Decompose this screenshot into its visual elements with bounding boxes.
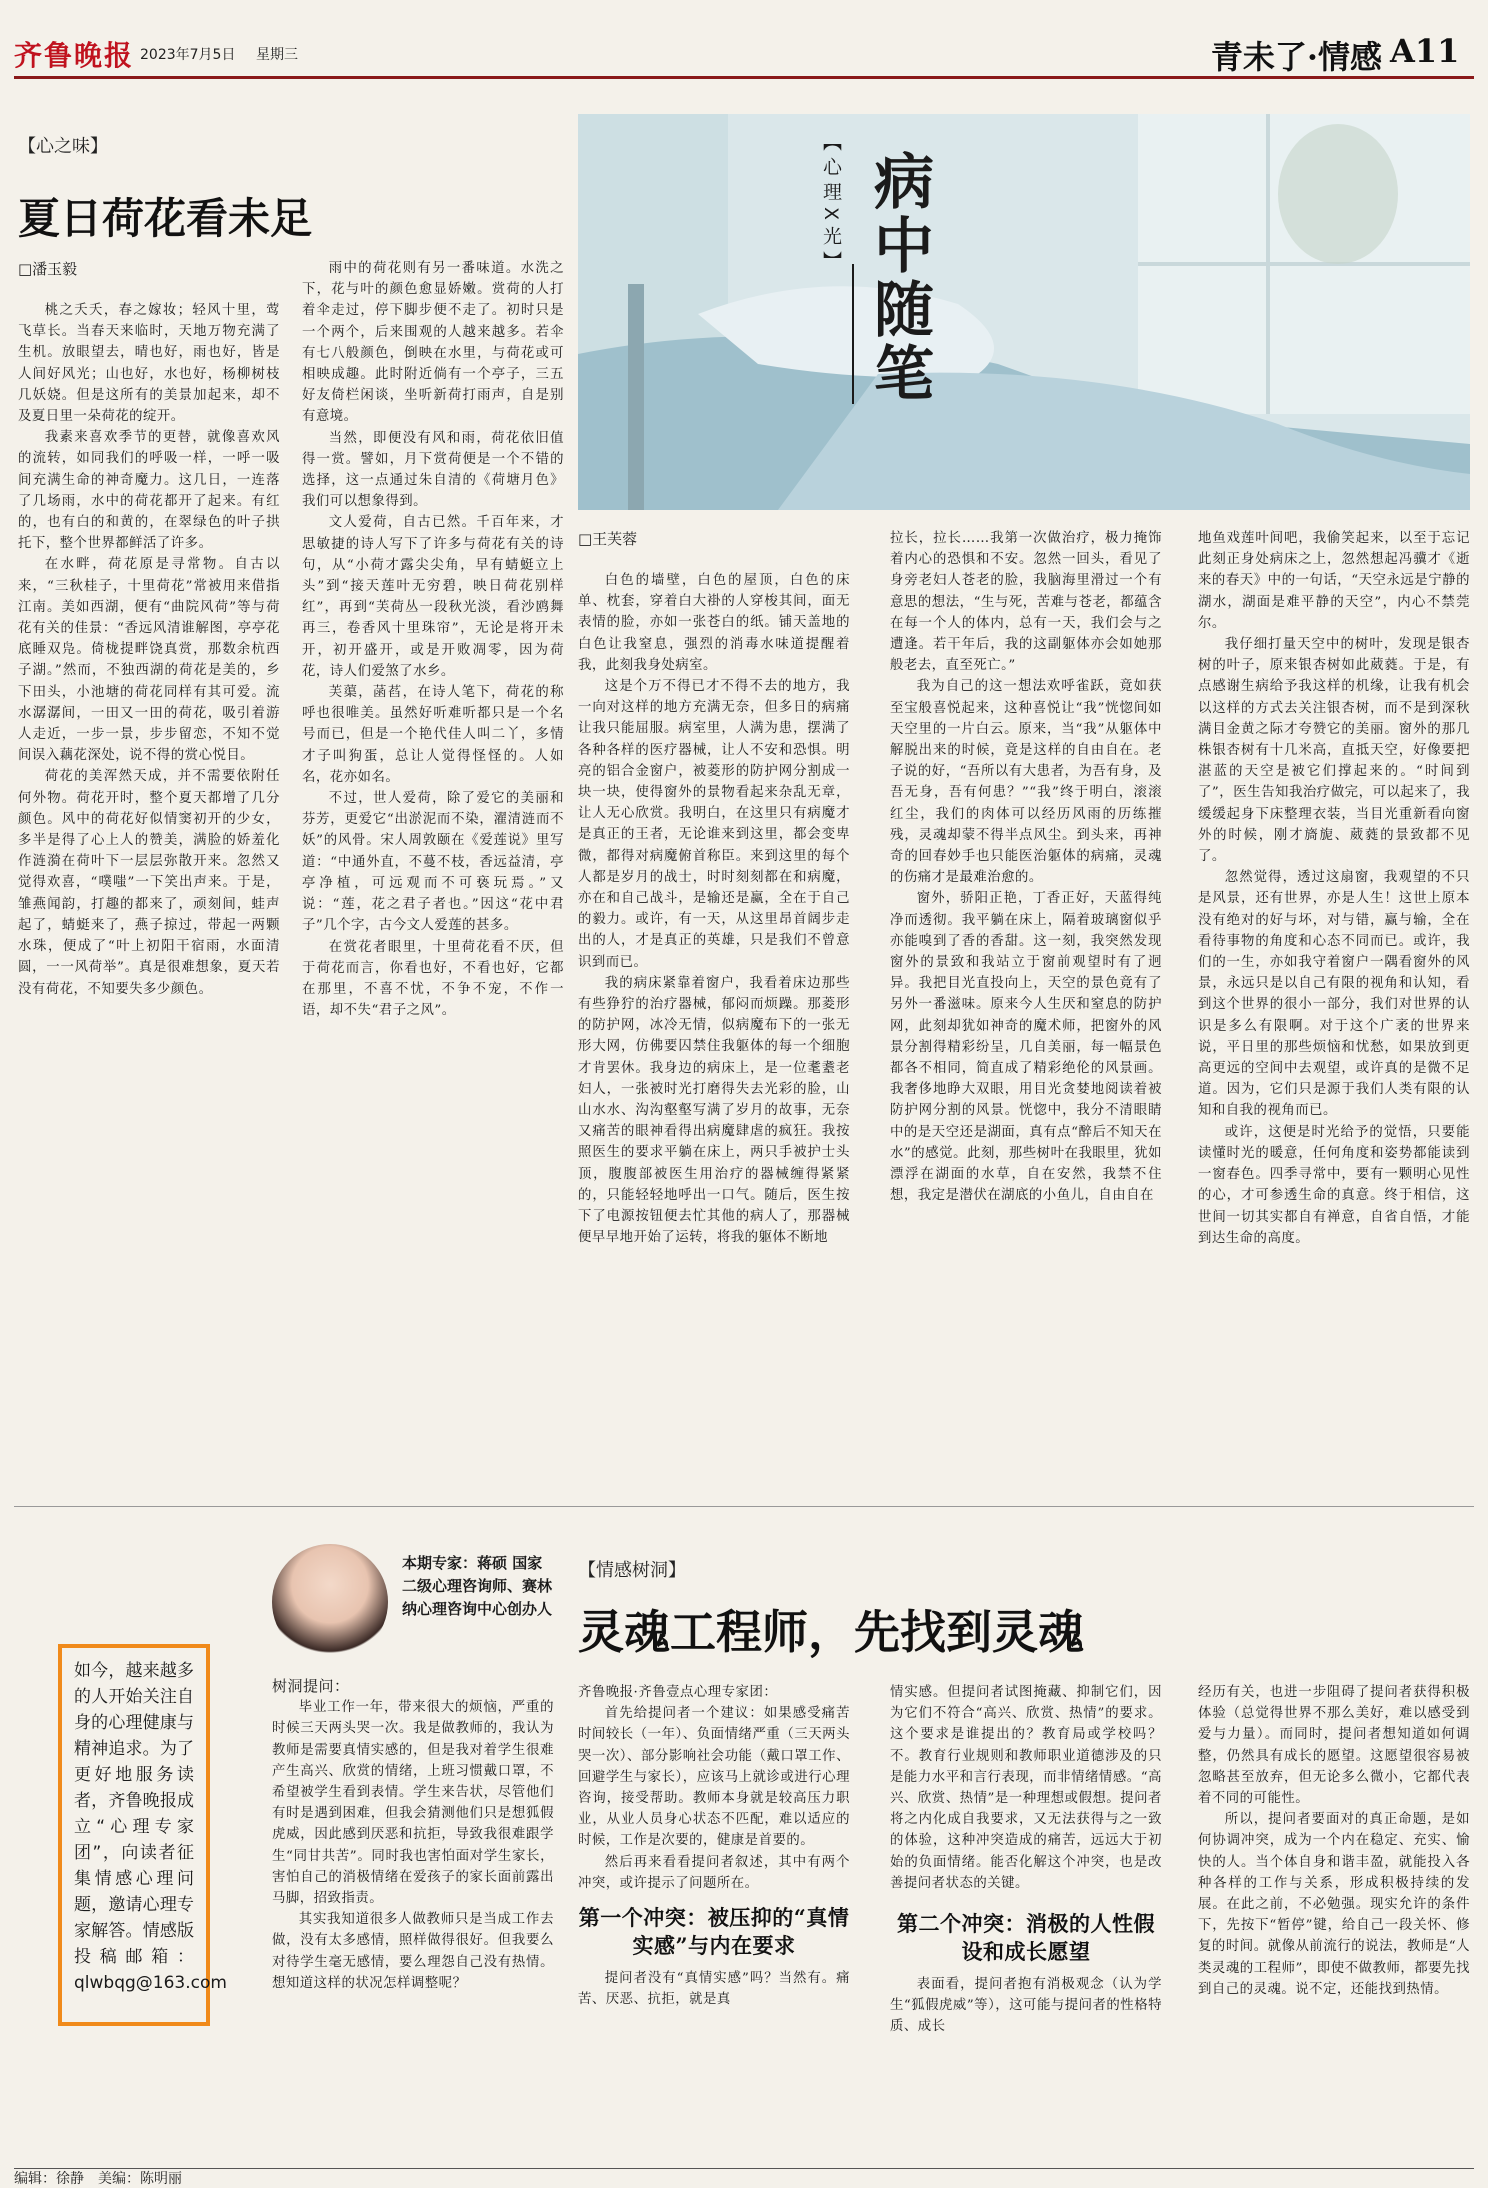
paragraph: 忽然觉得，透过这扇窗，我观望的不只是风景，还有世界，亦是人生！这世上原本没有绝对的好与坏，对与错，赢与输，全在看待事物的角度和心态不同而已。或许，我们的一生，亦如我守着窗户一隅看窗外的风景，永远只是以自己有限的视角和认知，看到这个世界的很小一部分，我们对世界的认识是多么有限啊。对于这个广袤的世界来说，平日里的那些烦恼和忧愁，如果放到更高更远的空间中去观望，或许真的是微不足道。因为，它们只是源于我们人类有限的认知和自我的视角而已。 [1198, 870, 1470, 1119]
article1-tag: 【心之味】 [18, 136, 108, 157]
article2-headline: 病中随笔 [864, 150, 934, 406]
issue-date: 2023年7月5日 [140, 47, 236, 63]
paragraph: 首先给提问者一个建议：如果感受痛苦时间较长（一年）、负面情绪严重（三天两头哭一次）、部分影响社会功能（戴口罩工作、回避学生与家长），应该马上就诊或进行心理咨询，接受帮助。教师本身就是较高压力职业，从业人员身心状态不匹配，难以适应的时候，工作是次要的，健康是首要的。 [578, 1706, 850, 1849]
footer-rule [14, 2168, 1474, 2169]
paragraph: 或许，这便是时光给予的觉悟，只要能读懂时光的暖意，任何角度和姿势都能读到一窗春色。四季寻常中，要有一颗明心见性的心，才可参透生命的真意。终于相信，这世间一切其实都自有禅意，自省自悟，才能到达生命的高度。 [1198, 1124, 1470, 1246]
paragraph: 毕业工作一年，带来很大的烦恼，严重的时候三天两头哭一次。我是做教师的，我认为教师是需要真情实感的，但是我对着学生很难产生高兴、欣赏的情绪，上班习惯戴口罩，不希望被学生看到表情。学生来告状，尽管他们有时是遇到困难，但我会猜测他们只是想狐假虎威，因此感到厌恶和抗拒，导致我很难跟学生“同甘共苦”。同时我也害怕面对学生家长，害怕自己的消极情绪在爱孩子的家长面前露出马脚，招致指责。 [272, 1700, 554, 1907]
paragraph: 我素来喜欢季节的更替，就像喜欢风的流转，如同我们的呼吸一样，一呼一吸间充满生命的神奇魔力。这几日，一连落了几场雨，水中的荷花都开了起来。有红的，也有白的和黄的，在翠绿色的叶子拱托下，整个世界都鲜活了许多。 [18, 430, 280, 552]
paragraph: 当然，即便没有风和雨，荷花依旧值得一赏。譬如，月下赏荷便是一个不错的选择，这一点通过朱自清的《荷塘月色》我们可以想象得到。 [302, 430, 564, 510]
hospital-bed-photo [578, 114, 1470, 510]
article2-byline: □王芙蓉 [578, 530, 638, 548]
article3-answer-column-3 [1198, 1682, 1470, 2166]
paragraph: 这是个万不得已才不得不去的地方，我一向对这样的地方充满无奈，但多日的病痛让我只能屈服。病室里，人满为患，摆满了各种各样的医疗器械，让人不安和恐惧。明亮的铝合金窗户，被菱形的防护网分割成一块一块，使得窗外的景物看起来杂乱无章，让人无心欣赏。我明白，在这里只有病魔才是真正的王者，无论谁来到这里，都会变卑微，都得对病魔俯首称臣。来到这里的每个人都是岁月的战士，时时刻刻都在和病魔，亦在和自己战斗，是输还是赢，全在于自己的毅力。或许，有一天，从这里昂首阔步走出的人，才是真正的英雄，只是我们不曾意识到而已。 [578, 679, 850, 970]
article2-column-1 [578, 570, 850, 1480]
paragraph: 在赏花者眼里，十里荷花看不厌，但于荷花而言，你看也好，不看也好，它都在那里，不喜不忧，不争不宠，不作一语，却不失“君子之风”。 [302, 939, 564, 1019]
paragraph: 所以，提问者要面对的真正命题，是如何协调冲突，成为一个内在稳定、充实、愉快的人。当个体自身和谐丰盈，就能投入各种各样的工作与关系，形成积极持续的发展。在此之前，不必勉强。现实允许的条件下，先按下“暂停”键，给自己一段关怀、修复的时间。就像从前流行的说法，教师是“人类灵魂的工程师”，即使不做教师，都要先找到自己的灵魂。说不定，还能找到热情。 [1198, 1812, 1470, 1997]
article1-headline: 夏日荷花看未足 [18, 194, 313, 243]
article1-byline: □潘玉毅 [18, 260, 78, 278]
question-label: 树洞提问： [272, 1677, 350, 1695]
expert-avatar [272, 1544, 388, 1660]
article2-column-3 [1198, 528, 1470, 1480]
paragraph: 在水畔，荷花原是寻常物。自古以来，“三秋桂子，十里荷花”常被用来借指江南。美如西湖，便有“曲院风荷”等与荷花有关的佳景：“香远风清谁解图，亭亭花底睡双凫。倚栊提畔饶真赏，那数余杭西子湖。”然而，不独西湖的荷花是美的，乡下田头，小池塘的荷花同样有其可爱。流水潺潺间，一田又一田的荷花，吸引着游人走近，一步一景，步步留恋，不知不觉间误入藕花深处，说不得的赏心悦目。 [18, 557, 280, 764]
answer-label: 齐鲁晚报·齐鲁壹点心理专家团： [578, 1685, 778, 1700]
header-rule [14, 76, 1474, 79]
paragraph: 我仔细打量天空中的树叶，发现是银杏树的叶子，原来银杏树如此葳蕤。于是，有点感谢生病给予我这样的机缘，让我有机会以这样的方式去关注银杏树，而不是到深秋满目金黄之际才夸赞它的美丽。窗外的那几株银杏树有十几米高，直抵天空，好像要把湛蓝的天空是被它们撑起来的。“时间到了”，医生告知我治疗做完，可以起来了，我缓缓起身下床整理衣装，当目光重新看向窗外的时候，刚才旖旎、葳蕤的景致都不见了。 [1198, 637, 1470, 865]
article3-question-column [272, 1676, 554, 2166]
paragraph: 不过，世人爱荷，除了爱它的美丽和芬芳，更爱它“出淤泥而不染，濯清涟而不妖”的风骨。宋人周敦颐在《爱莲说》里写道：“中通外直，不蔓不枝，香远益清，亭亭净植，可远观而不可亵玩焉。”又说：“莲，花之君子者也。”因这“花中君子”几个字，古今文人爱莲的甚多。 [302, 791, 564, 934]
article3-tag: 【情感树洞】 [578, 1560, 686, 1581]
subheading-2: 第二个冲突：消极的人性假设和成长愿望 [897, 1911, 1155, 1965]
article3-headline: 灵魂工程师，先找到灵魂 [578, 1605, 1084, 1659]
paragraph: 荷花的美浑然天成，并不需要依附任何外物。荷花开时，整个夏天都增了几分颜色。风中的荷花好似情窦初开的少女，多半是得了心上人的赞美，满脸的娇羞化作涟漪在荷叶下一层层弥散开来。忽然又觉得欢喜，“噗嗤”一下笑出声来。于是，雏燕闻韵，打趣的都来了，顽刻间，蛙声起了，蜻蜓来了，燕子掠过，带起一两颗水珠，便成了“叶上初阳干宿雨，水面清圆，一一风荷举”。真是很难想象，夏天若没有荷花，不知要失多少颜色。 [18, 769, 280, 997]
masthead-logo: 齐鲁晚报 [14, 39, 135, 72]
paragraph: 我为自己的这一想法欢呼雀跃，竟如获至宝般喜悦起来，这种喜悦让“我”恍惚间如天空里的一片白云。原来，当“我”从躯体中解脱出来的时候，竟是这样的自由自在。老子说的好，“吾所以有大患者，为吾有身，及吾无身，吾有何患？”“我”终于明白，滚滚红尘，我们的肉体可以经历风雨的历练摧残，灵魂却蒙不得半点风尘。到头来，再神奇的回春妙手也只能医治躯体的病痛，灵魂的伤痛才是最难治愈的。 [890, 679, 1162, 886]
article2-series-label: 【心理X光】 [820, 132, 842, 277]
paragraph: 文人爱荷，自古已然。千百年来，才思敏捷的诗人写下了许多与荷花有关的诗句，从“小荷才露尖尖角，早有蜻蜓立上头”到“接天莲叶无穷碧，映日荷花别样红”，再到“芙荷丛一段秋光淡，看沙鸥舞再三，卷香风十里珠帘”，无论是将开未开，初开盛开，或是开败凋零，因为荷花，诗人们爱煞了水乡。 [302, 515, 564, 679]
paragraph: 白色的墙壁，白色的屋顶，白色的床单、枕套，穿着白大褂的人穿梭其间，面无表情的脸，亦如一张苍白的纸。铺天盖地的白色让我窒息，强烈的消毒水味道提醒着我，此刻我身处病室。 [578, 573, 850, 673]
paragraph: 提问者没有“真情实感”吗？当然有。痛苦、厌恶、抗拒，就是真 [578, 1971, 850, 2008]
article3-answer-column-2 [890, 1682, 1162, 2166]
paragraph: 芙蕖，菡萏，在诗人笔下，荷花的称呼也很唯美。虽然好听难听都只是一个名号而已，但是一个艳代佳人叫二丫，多情才子叫狗蛋，总让人觉得怪怪的。人如名，花亦如名。 [302, 685, 564, 785]
paragraph: 我的病床紧靠着窗户，我看着床边那些有些狰狞的治疗器械，郁闷而烦躁。那菱形的防护网，冰冷无情，似病魔布下的一张无形大网，仿佛要囚禁住我躯体的每一个细胞才肯罢休。我身边的病床上，是一位耄耋老妇人，一张被时光打磨得失去光彩的脸，山山水水、沟沟壑壑写满了岁月的故事，无奈又痛苦的眼神看得出病魔肆虐的疯狂。我按照医生的要求平躺在床上，两只手被护士头顶，腹腹部被医生用治疗的器械缠得紧紧的，只能轻轻地呼出一口气。随后，医生按下了电源按钮便去忙其他的病人了，那器械便早早地开始了运转，将我的躯体不断地 [578, 975, 850, 1246]
promo-box: 如今，越来越多的人开始关注自身的心理健康与精神追求。为了更好地服务读者，齐鲁晚报成立“心理专家团”，向读者征集情感心理问题，邀请心理专家解答。情感版投稿邮箱：qlwbqg@163.com [58, 1644, 210, 2026]
issue-weekday: 星期三 [256, 47, 298, 63]
section-title: 青未了·情感 [1210, 38, 1382, 76]
paragraph: 其实我知道很多人做教师只是当成工作去做，没有太多感情，照样做得很好。但我要么对待学生毫无感情，要么理怨自己没有热情。想知道这样的状况怎样调整呢？ [272, 1912, 554, 1991]
title-divider [852, 264, 854, 404]
section-divider [14, 1506, 1474, 1507]
article3-answer-column-1 [578, 1682, 850, 2166]
article2-column-2 [890, 528, 1162, 1480]
paragraph: 窗外，骄阳正艳，丁香正好，天蓝得纯净而透彻。我平躺在床上，隔着玻璃窗似乎亦能嗅到了香的香甜。这一刻，我突然发现窗外的景致和我站立于窗前观望时有了迥异。我把目光直投向上，天空的景色竟有了另外一番滋味。原来今人生厌和窒息的防护网，此刻却犹如神奇的魔术师，把窗外的风景分割得精彩纷呈，几自美丽，每一幅景色都各不相同，简直成了精彩绝伦的风景画。我奢侈地睁大双眼，用目光贪婪地阅读着被防护网分割的风景。恍惚中，我分不清眼睛中的是天空还是湖面，真有点“醉后不知天在水”的感觉。此刻，那些树叶在我眼里，犹如漂浮在湖面的水草，自在安然，我禁不住想，我定是潜伏在湖底的小鱼儿，自由自在 [890, 891, 1162, 1204]
hospital-bed-illustration [578, 114, 1470, 510]
paragraph: 雨中的荷花则有另一番味道。水洗之下，花与叶的颜色愈显娇嫩。赏荷的人打着伞走过，停下脚步便不走了。初时只是一个两个，后来围观的人越来越多。若伞有七八般颜色，倒映在水里，与荷花或可相映成趣。此时附近倘有一个亭子，三五好友倚栏闲谈，坐听新荷打雨声，自是别有意境。 [302, 261, 564, 425]
paragraph: 拉长，拉长……我第一次做治疗，极力掩饰着内心的恐惧和不安。忽然一回头，看见了身旁老妇人苍老的脸，我脑海里滑过一个有意思的想法，“生与死，苦难与苍老，都蕴含在每一个人的体内，总有一天，我们会与之遭逢。若干年后，我的这副躯体亦会如她那般老去，直至死亡。” [890, 531, 1162, 674]
article1-column-1 [18, 300, 280, 1480]
paragraph: 桃之夭夭，春之嫁妆；轻风十里，莺飞草长。当春天来临时，天地万物充满了生机。放眼望去，晴也好，雨也好，皆是人间好风光；山也好，水也好，杨柳树枝几妖娆。但是这所有的美景加起来，却不及夏日里一朵荷花的绽开。 [18, 303, 280, 425]
paragraph: 情实感。但提问者试图掩藏、抑制它们，因为它们不符合“高兴、欣赏、热情”的要求。这个要求是谁提出的？教育局或学校吗？不。教育行业规则和教师职业道德涉及的只是能力水平和言行表现，而非情绪情感。“高兴、欣赏、热情”是一种理想或假想。提问者将之内化成自我要求，又无法获得与之一致的体验，这种冲突造成的痛苦，远远大于初始的负面情绪。能否化解这个冲突，也是改善提问者状态的关键。 [890, 1685, 1162, 1891]
editor-credit: 编辑：徐静 美编：陈明丽 [14, 2171, 182, 2187]
paragraph: 经历有关，也进一步阻碍了提问者获得积极体验（总觉得世界不那么美好，难以感受到爱与力量）。而同时，提问者想知道如何调整，仍然具有成长的愿望。这愿望很容易被忽略甚至放弃，但无论多么微小，它都代表着不同的可能性。 [1198, 1685, 1470, 1807]
paragraph: 然后再来看看提问者叙述，其中有两个冲突，或许提示了问题所在。 [578, 1854, 850, 1891]
page-number: A11 [1390, 32, 1460, 70]
paragraph: 地鱼戏莲叶间吧，我偷笑起来，以至于忘记此刻正身处病床之上，忽然想起冯骥才《逝来的春天》中的一句话，“天空永远是宁静的湖水，湖面是难平静的天空”，内心不禁莞尔。 [1198, 531, 1470, 631]
paragraph: 表面看，提问者抱有消极观念（认为学生“狐假虎威”等），这可能与提问者的性格特质、成长 [890, 1977, 1162, 2035]
subheading-1: 第一个冲突：被压抑的“真情实感”与内在要求 [578, 1905, 850, 1959]
article1-column-2 [302, 258, 564, 1480]
expert-info: 本期专家：蒋硕 国家二级心理咨询师、赛林纳心理咨询中心创办人 [402, 1554, 553, 1618]
